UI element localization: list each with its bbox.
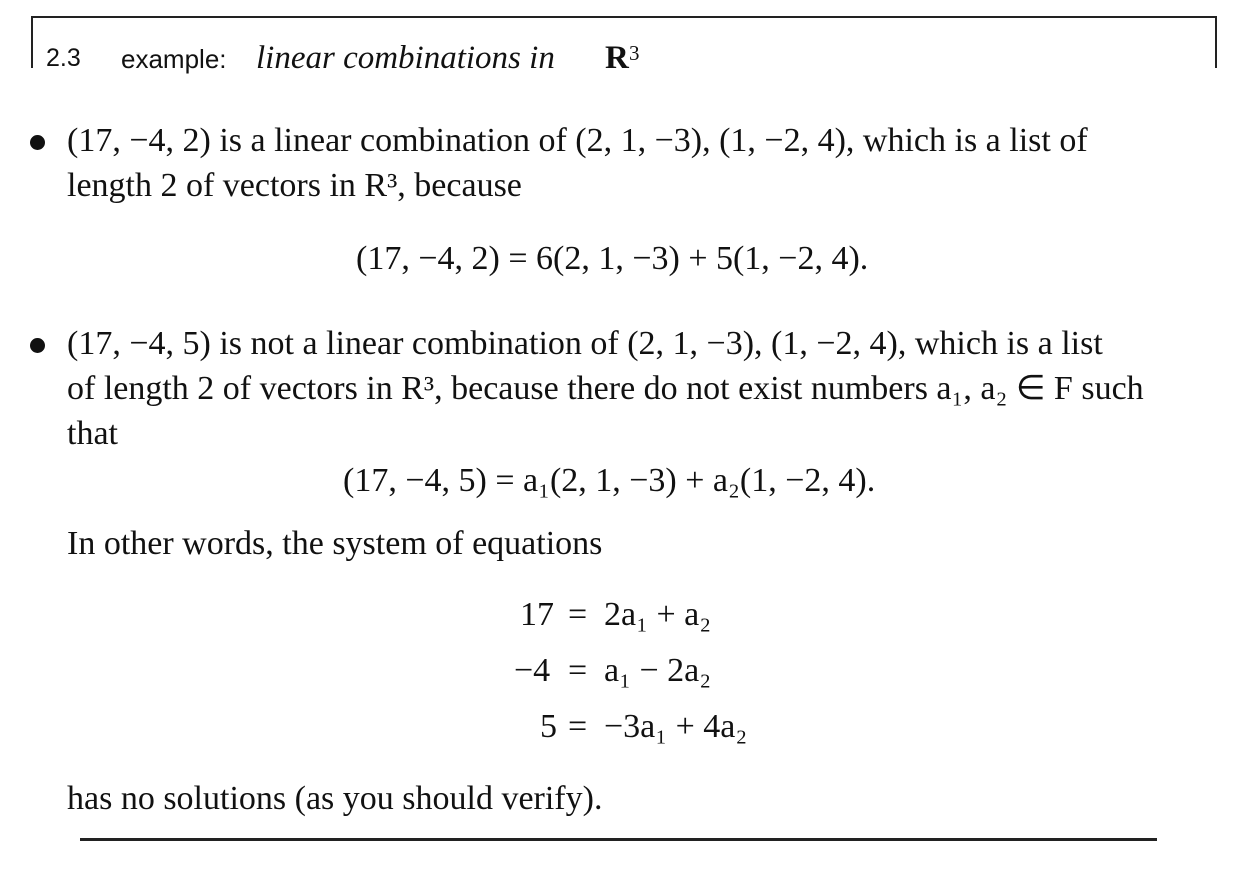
item1-line1: (17, −4, 2) is a linear combination of (2, 1, −3), (1, −2, 4), which is a list of — [67, 122, 1088, 159]
system-row-1-lhs: 17 — [520, 596, 554, 633]
system-row-2-lhs: −4 — [514, 652, 551, 689]
item2-line1: (17, −4, 5) is not a linear combination of (2, 1, −3), (1, −2, 4), which is a list — [67, 325, 1103, 362]
system-row-1-rhs: 2a₁ + a₂ — [604, 596, 712, 633]
system-row-1-equals: = — [568, 596, 588, 633]
system-row-2-equals: = — [568, 652, 588, 689]
example-title-exponent: 3 — [629, 41, 640, 65]
item1-equation: (17, −4, 2) = 6(2, 1, −3) + 5(1, −2, 4). — [356, 240, 869, 277]
item2-line2: of length 2 of vectors in R³, because there do not exist numbers a₁, a₂ ∈ F such — [67, 370, 1144, 407]
example-number: 2.3 — [46, 44, 81, 72]
example-title-field: R — [605, 40, 629, 76]
item2-equation: (17, −4, 5) = a₁(2, 1, −3) + a₂(1, −2, 4). — [343, 462, 876, 499]
example-title: linear combinations in — [256, 40, 555, 76]
bullet-1 — [30, 135, 45, 150]
conclusion: has no solutions (as you should verify). — [67, 780, 603, 817]
system-row-3-lhs: 5 — [540, 708, 557, 745]
system-row-2-rhs: a₁ − 2a₂ — [604, 652, 712, 689]
bullet-2 — [30, 338, 45, 353]
item2-line3: that — [67, 415, 118, 452]
example-label: example: — [121, 44, 227, 74]
system-row-3-equals: = — [568, 708, 588, 745]
item1-line2: length 2 of vectors in R³, because — [67, 167, 522, 204]
example-end-rule — [80, 838, 1157, 841]
in-other-words: In other words, the system of equations — [67, 525, 603, 562]
system-row-3-rhs: −3a₁ + 4a₂ — [604, 708, 748, 745]
